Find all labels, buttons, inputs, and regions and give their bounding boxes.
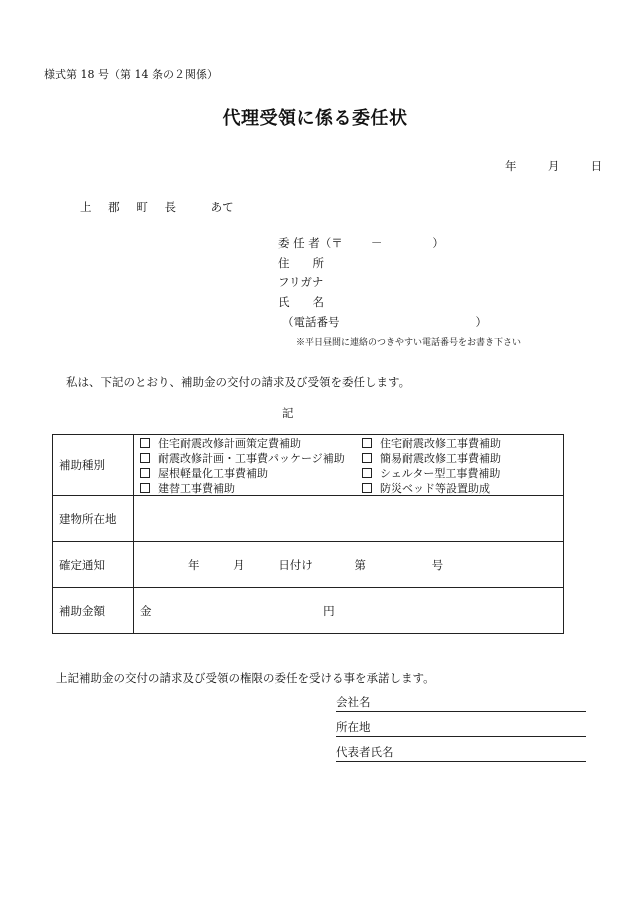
checkbox-icon[interactable]: [140, 438, 150, 448]
representative-name-field[interactable]: 代表者氏名: [336, 744, 586, 762]
addressee: [80, 199, 234, 215]
subsidy-type-options: [134, 435, 564, 496]
phone-close: ）: [475, 314, 487, 329]
confirmation-field[interactable]: 年 月 日付け 第 号: [134, 542, 564, 588]
postal-dash: －: [370, 236, 383, 250]
table-row: [53, 542, 564, 588]
date-day: 日: [590, 159, 603, 173]
subsidy-option[interactable]: 簡易耐震改修工事費補助: [362, 450, 557, 465]
subsidy-option[interactable]: 住宅耐震改修計画策定費補助: [140, 435, 362, 450]
subsidy-table: [52, 434, 564, 634]
grantor-block: [278, 234, 487, 333]
subsidy-option[interactable]: 住宅耐震改修工事費補助: [362, 435, 557, 450]
name-label: 氏 名: [278, 295, 324, 310]
checkbox-icon[interactable]: [140, 453, 150, 463]
amount-label: 補助金額: [53, 588, 134, 634]
table-row: [53, 435, 564, 496]
amount-field[interactable]: 金 円: [134, 588, 564, 634]
building-location-label: 建物所在地: [53, 496, 134, 542]
company-name-field[interactable]: 会社名: [336, 694, 586, 712]
phone-label: （電話番号: [282, 314, 340, 329]
date-line: [505, 158, 602, 174]
phone-note: ※平日昼間に連絡のつきやすい電話番号をお書き下さい: [296, 338, 522, 348]
checkbox-icon[interactable]: [362, 438, 372, 448]
checkbox-icon[interactable]: [140, 483, 150, 493]
grantor-postal-row: [278, 234, 487, 254]
subsidy-option[interactable]: 建替工事費補助: [140, 480, 362, 495]
postal-close: ）: [432, 236, 444, 250]
form-number: 様式第 18 号（第 14 条の２関係）: [44, 68, 218, 81]
addressee-name: 上 郡 町 長: [80, 200, 176, 214]
address-label: 住 所: [278, 255, 324, 270]
building-location-field[interactable]: [134, 496, 564, 542]
furigana-label: フリガナ: [278, 275, 324, 290]
subsidy-option[interactable]: 屋根軽量化工事費補助: [140, 465, 362, 480]
subsidy-option[interactable]: 耐震改修計画・工事費パッケージ補助: [140, 450, 362, 465]
checkbox-icon[interactable]: [362, 468, 372, 478]
subsidy-type-label: 補助種別: [53, 435, 134, 496]
subsidy-option[interactable]: 防災ベッド等設置助成: [362, 480, 557, 495]
date-month: 月: [547, 159, 560, 173]
checkbox-icon[interactable]: [362, 453, 372, 463]
table-row: [53, 588, 564, 634]
postal-label: 委 任 者（〒: [278, 236, 343, 250]
delegation-statement: 私は、下記のとおり、補助金の交付の請求及び受領を委任します。: [66, 375, 411, 389]
addressee-suffix: あて: [210, 200, 234, 214]
document-title: 代理受領に係る委任状: [222, 108, 408, 129]
checkbox-icon[interactable]: [362, 483, 372, 493]
acceptance-statement: 上記補助金の交付の請求及び受領の権限の委任を受ける事を承諾します。: [56, 671, 435, 685]
company-location-field[interactable]: 所在地: [336, 719, 586, 737]
ki-heading: 記: [282, 406, 294, 420]
checkbox-icon[interactable]: [140, 468, 150, 478]
date-year: 年: [505, 159, 517, 173]
subsidy-option[interactable]: シェルター型工事費補助: [362, 465, 557, 480]
table-row: [53, 496, 564, 542]
confirmation-label: 確定通知: [53, 542, 134, 588]
